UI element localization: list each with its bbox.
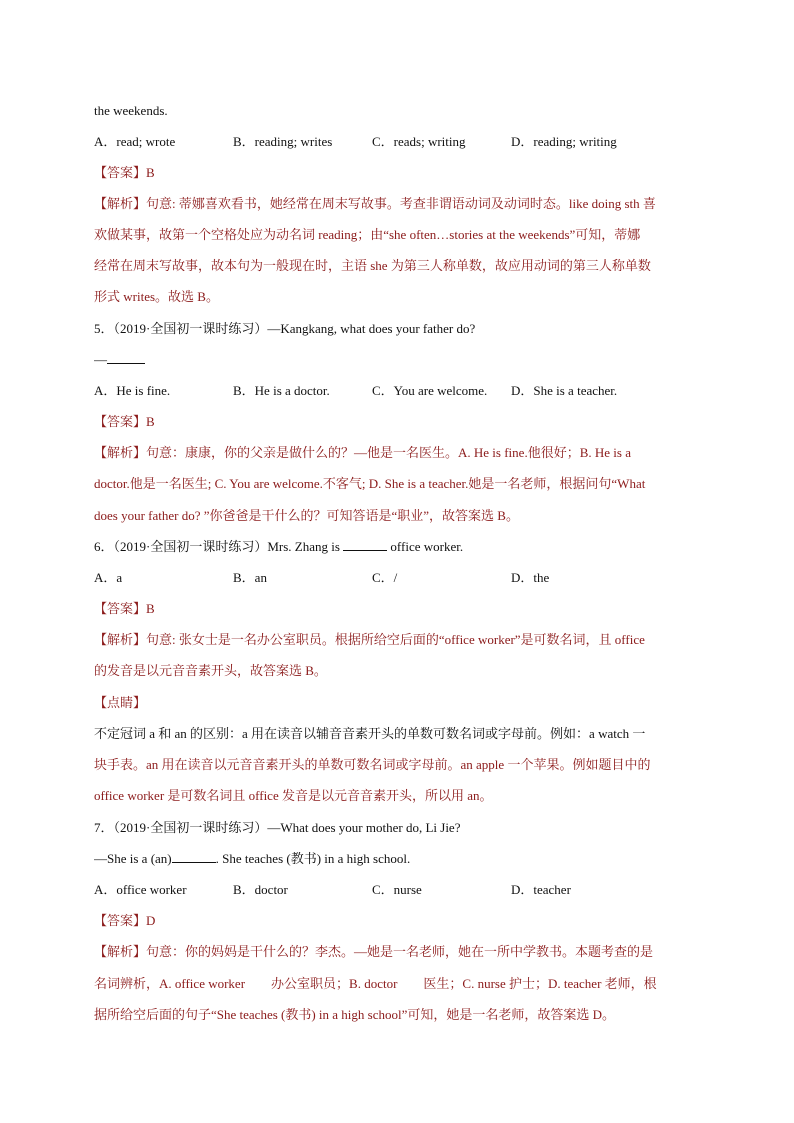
- q7-stem-line: —She is a (an) . She teaches (教书) in a high school.: [94, 851, 411, 866]
- q4-option-a: A．read; wrote: [94, 134, 176, 149]
- q5-analysis-line: doctor.他是一名医生; C. You are welcome.不客气; D. She is a teacher.她是一名老师，根据问句“What: [94, 476, 646, 491]
- q5-answer: 【答案】B: [94, 414, 155, 429]
- q7-option-c: C．nurse: [372, 882, 422, 897]
- q5-option-c: C．You are welcome.: [372, 383, 488, 398]
- q7-analysis-line: 据所给空后面的句子“She teaches (教书) in a high school”可知，她是一名老师，故答案选 D。: [94, 1007, 616, 1022]
- q5-option-b: B．He is a doctor.: [233, 383, 330, 398]
- q5-stem: 5．（2019·全国初一课时练习）—Kangkang, what does your father do?: [94, 321, 476, 336]
- q6-answer: 【答案】B: [94, 601, 155, 616]
- q6-analysis-line: 的发音是以元音音素开头，故答案选 B。: [94, 663, 327, 678]
- q4-analysis-line: 形式 writes。故选 B。: [94, 289, 219, 304]
- q5-option-d: D．She is a teacher.: [511, 383, 618, 398]
- q6-analysis: 【解析】句意: 张女士是一名办公室职员。根据所给空后面的“office worker”是可数名词，且 office: [94, 632, 645, 647]
- q6-tip-line: office worker 是可数名词且 office 发音是以元音音素开头，所以用 an。: [94, 788, 493, 803]
- q4-stem-tail: the weekends.: [94, 103, 168, 118]
- q7-options: [94, 881, 706, 899]
- q7-option-d: D．teacher: [511, 882, 571, 897]
- q7-answer: 【答案】D: [94, 913, 156, 928]
- q5-blank-line: —: [94, 351, 706, 369]
- q4-answer: 【答案】B: [94, 165, 155, 180]
- q6-tip-heading: 【点睛】: [94, 695, 147, 710]
- q6-option-a: A．a: [94, 570, 123, 585]
- q6-option-b: B．an: [233, 570, 267, 585]
- q4-options: [94, 133, 706, 151]
- q6-tip-line: 块手表。an 用在读音以元音音素开头的单数可数名词或字母前。an apple 一个苹果。例如题目中的: [94, 757, 651, 772]
- q6-option-d: D．the: [511, 570, 550, 585]
- q7-stem: 7．（2019·全国初一课时练习）—What does your mother do, Li Jie?: [94, 820, 461, 835]
- q5-options: [94, 382, 706, 400]
- q4-analysis-line: 经常在周末写故事，故本句为一般现在时，主语 she 为第三人称单数，故应用动词的第三人称单数: [94, 258, 651, 273]
- q5-option-a: A．He is fine.: [94, 383, 171, 398]
- q6-options: [94, 569, 706, 587]
- q4-analysis-line: 欢做某事，故第一个空格处应为动名词 reading；由“she often…stories at the weekends”可知，蒂娜: [94, 227, 641, 242]
- q4-option-b: B．reading; writes: [233, 134, 333, 149]
- q4-option-c: C．reads; writing: [372, 134, 466, 149]
- q4-analysis: 【解析】句意: 蒂娜喜欢看书，她经常在周末写故事。考查非谓语动词及动词时态。like doing sth 喜: [94, 196, 656, 211]
- q7-analysis-line: 名词辨析，A. office worker 办公室职员；B. doctor 医生；C. nurse 护士；D. teacher 老师，根: [94, 976, 657, 991]
- q6-option-c: C．/: [372, 570, 398, 585]
- q5-analysis-line: does your father do? ”你爸爸是干什么的？可知答语是“职业”，故答案选 B。: [94, 508, 519, 523]
- q7-option-b: B．doctor: [233, 882, 288, 897]
- q4-option-d: D．reading; writing: [511, 134, 617, 149]
- q7-analysis: 【解析】句意：你的妈妈是干什么的？李杰。—她是一名老师，她在一所中学教书。本题考查的是: [94, 944, 654, 959]
- q5-analysis: 【解析】句意：康康，你的父亲是做什么的？—他是一名医生。A. He is fine.他很好；B. He is a: [94, 445, 631, 460]
- q6-tip-line: 不定冠词 a 和 an 的区别：a 用在读音以辅音音素开头的单数可数名词或字母前。例如：a watch 一: [94, 726, 646, 741]
- q6-stem: 6．（2019·全国初一课时练习）Mrs. Zhang is office worker.: [94, 539, 464, 554]
- q7-option-a: A．office worker: [94, 882, 187, 897]
